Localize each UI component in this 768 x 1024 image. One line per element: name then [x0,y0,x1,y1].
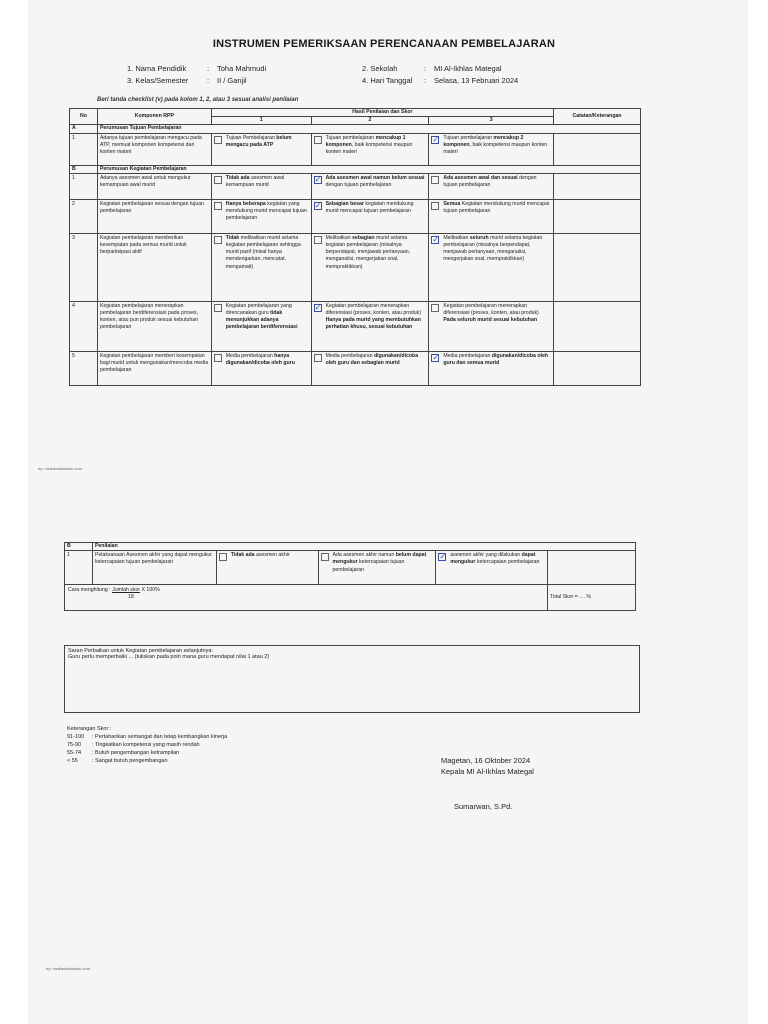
sign-name: Sumarwan, S.Pd. [454,802,513,811]
sign-position: Kepala MI Al-Ikhlas Mategal [441,767,534,776]
header-score-2: 2 [311,117,429,125]
keterangan-skor [67,725,227,765]
formula-denominator: 18 [128,594,134,601]
checkbox-row-4-score-3[interactable]: ✓ [432,234,440,244]
checkbox-row-3-score-3[interactable] [431,202,439,210]
checkbox-row-4-score-1[interactable] [214,236,222,244]
checkbox-row-6-score-2[interactable] [314,354,322,362]
keterangan-item: 91-100 : Pertahankan semangat dan tetap kembangkan kinerja [67,734,228,740]
keterangan-item: 75-90 : Tingkatkan kompetensi yang masih rendah [67,742,200,748]
checkbox-penilaian-score-1[interactable] [219,553,227,561]
checkbox-row-6-score-3[interactable]: ✓ [432,352,440,362]
section-b-row: B Perumusan Kegiatan Pembelajaran [70,165,641,173]
watermark-text: by: mediaedukasiku.com [38,466,83,471]
table-row: 1 Pelaksanaan Asesmen akhir yang dapat mengukur ketercapaian tujuan pembelajaran Tidak ada asesmen akhir Ada asesmen akhir namun belum dapat mengukur ketercapaian tujuan pembelajaran ✓ asesmen akhir yang dilakukan dapat mengukur ketercapaian pembelajaran [65,551,636,585]
checkbox-row-5-score-3[interactable] [431,304,439,312]
checkbox-row-2-score-3[interactable] [431,176,439,184]
checkbox-row-4-score-2[interactable] [314,236,322,244]
header-no: No [70,109,98,125]
keterangan-title: Keterangan Skor : [67,726,112,732]
checkbox-row-1-score-3[interactable]: ✓ [432,134,440,144]
keterangan-item: 55-74 : Butuh pengembangan ketrampilan [67,750,180,756]
catatan-cell[interactable] [548,551,636,585]
checkbox-row-3-score-1[interactable] [214,202,222,210]
header-catatan: Catatan/Keterangan [554,109,641,125]
catatan-cell[interactable] [554,173,641,199]
formula-label: Cara menghitung : [68,587,113,594]
checkbox-row-3-score-2[interactable]: ✓ [314,200,322,210]
table-row: 4 Kegiatan pembelajaran menerapkan pembelajaran berdiferensiasi pada proses, konten, atau pun produk sesuai kebutuhan pembelajaran Kegiatan pembelajaran yang direncanakan guru tidak menunjukkan adanya pembelajaran berdiferensiasi ✓ Kegiatan pembelajaran menerapkan diferensiasi (proses, konten, atau produk) Hanya pada murid yang membutuhkan perhatian khusu, sesuai kebutuhan Kegiatan pembelajaran menerapkan diferensiasi (proses, konten, atau produk) Pada seluruh murid sesuai kebutuhan [70,301,641,351]
catatan-cell[interactable] [554,199,641,233]
checkbox-row-1-score-2[interactable] [314,136,322,144]
checkbox-row-6-score-1[interactable] [214,354,222,362]
meta-sekolah: 2. Sekolah : MI Al-Ikhlas Mategal [362,64,502,73]
catatan-cell[interactable] [554,133,641,165]
assessment-table [69,108,641,386]
penilaian-table [64,542,636,611]
meta-nama-pendidik: 1. Nama Pendidik : Toha Mahmudi [127,64,267,73]
saran-title: Saran Perbaikan untuk Kegiatan pembelajaran selanjutnya: [68,648,213,654]
checkbox-row-2-score-1[interactable] [214,176,222,184]
saran-box[interactable] [64,645,640,713]
saran-instruction: Guru perlu memperbaiki ... (tuliskan pada poin mana guru mendapat nilai 1 atau 2) [68,654,270,660]
meta-kelas-semester: 3. Kelas/Semester : II / Ganjil [127,76,247,85]
checkbox-row-1-score-1[interactable] [214,136,222,144]
watermark-text-bottom: by: mediaedukasiku.com [46,966,91,971]
keterangan-item: < 55 : Sangat butuh pengembangan [67,758,168,764]
formula-row: Cara menghitung : Jumlah skor X 100% 18 Total Skor = .... % [65,585,636,611]
table-row: 1 Adanya tujuan pembelajaran mengacu pada ATP, memuat komponen kompetensi dan konten materi Tujuan Pembelajaran belum mengacu pada ATP Tujuan pembelajaran mencakup 1 komponen, baik kompetensi maupun konten materi ✓ Tujuan pembelajaran mencakup 2 komponen, baik kompetensi maupun konten materi [70,133,641,165]
table-row: 2 Kegiatan pembelajaran sesuai dengan tujuan pembelajaran Hanya beberapa kegiatan yang mendukung murid mencapai tujuan pembelajaran ✓ Sebagian besar kegiatan mendukung murid mencapai tujuan pembelajaran Semua Kegiatan mendukung murid mencapai tujuan pembelajaran [70,199,641,233]
header-score-1: 1 [211,117,311,125]
table-row: 3 Kegiatan pembelajaran memberikan kesempatan pada semua murid untuk berpartisipasi aktif Tidak melibatkan murid selama kegiatan pembelajaran sehingga murid pasif (misal hanya mendengarkan, mencatat, mengamati) Melibatkan sebagian murid selama kegiatan pembelajaran (misalnya berpendapat, menjawab pertanyaan, menganalisi, mengerjakan soal, mempraktikkan) ✓ Melibatkan seluruh murid selama kegiatan pembelajaran (misalnya berpendapat, menjawab pertanyaan, menganalisi, mengerjakan soal, mempraktikkan) [70,233,641,301]
header-komponen: Komponen RPP [97,109,211,125]
total-skor: Total Skor = .... % [550,594,591,601]
header-hasil: Hasil Penilaian dan Skor [211,109,553,117]
table-row: 5 Kegiatan pembelajaran memberi kesempatan bagi murid untuk mengunakan/mencoba media pembelajaran Media pembelajaran hanya digunakan/dicoba oleh guru Media pembelajaran digunakan/dicoba oleh guru dan sebagian murid ✓ Media pembelajaran digunakan/dicoba oleh guru dan semua murid [70,351,641,385]
section-a-row: A Perumusan Tujuan Pembelajaran [70,125,641,133]
meta-hari-tanggal: 4. Hari Tanggal : Selasa, 13 Februari 2024 [362,76,519,85]
header-score-3: 3 [429,117,554,125]
section-penilaian-row: B Penilaian [65,543,636,551]
catatan-cell[interactable] [554,301,641,351]
formula-numerator: Jumlah skor [112,587,141,594]
checkbox-row-2-score-2[interactable]: ✓ [314,174,322,184]
checkbox-row-5-score-1[interactable] [214,304,222,312]
checkbox-penilaian-score-3[interactable]: ✓ [439,552,447,562]
instruction-text: Beri tanda checklist (v) pada kolom 1, 2, atau 3 sesuai analisi penilaian [97,97,299,103]
catatan-cell[interactable] [554,351,641,385]
checkbox-row-5-score-2[interactable]: ✓ [314,302,322,312]
checkbox-penilaian-score-2[interactable] [321,553,329,561]
catatan-cell[interactable] [554,233,641,301]
table-row: 1 Adanya asesmen awal untuk mengukur kemampuan awal murid Tidak ada asesmen awal kemampuan murid ✓ Ada asesmen awal namun belum sesuai dengan tujuan pembelajaran Ada asesmen awal dan sesuai dengan tujuan pembelajaran [70,173,641,199]
sign-place-date: Magetan, 16 Oktober 2024 [441,756,531,765]
document-title: INSTRUMEN PEMERIKSAAN PERENCANAAN PEMBELAJARAN [212,38,556,50]
